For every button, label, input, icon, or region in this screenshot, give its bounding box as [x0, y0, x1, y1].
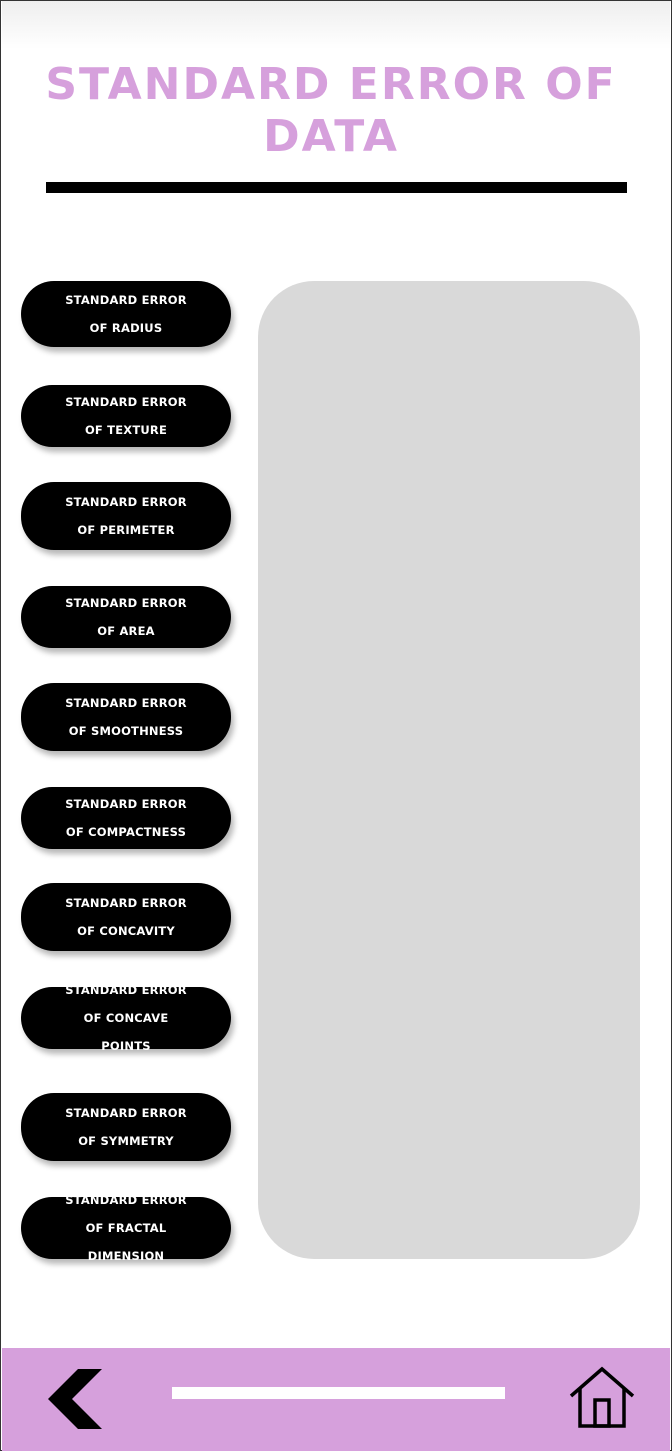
button-label	[61, 1193, 191, 1263]
standard-error-compactness-button[interactable]	[21, 787, 231, 849]
standard-error-symmetry-button[interactable]	[21, 1093, 231, 1161]
page-title-line-1: STANDARD ERROR OF	[45, 59, 617, 110]
button-label-line-2: OF COMPACTNESS	[65, 825, 187, 839]
button-label-line-2: OF TEXTURE	[84, 423, 168, 437]
button-label-line-1: STANDARD ERROR	[65, 495, 187, 509]
button-label-line-2: OF AREA	[97, 624, 155, 638]
home-indicator-bar[interactable]	[172, 1387, 505, 1399]
button-label-line-3: POINTS	[101, 1039, 151, 1053]
button-label-line-2: OF FRACTAL	[85, 1221, 167, 1235]
button-label-line-1: STANDARD ERROR	[65, 696, 187, 710]
button-label-line-1: STANDARD ERROR	[65, 797, 187, 811]
button-label-line-1: STANDARD ERROR	[65, 1106, 187, 1120]
button-label-line-2: OF PERIMETER	[77, 523, 175, 537]
button-label	[61, 596, 191, 638]
standard-error-area-button[interactable]	[21, 586, 231, 648]
standard-error-concavity-button[interactable]	[21, 883, 231, 951]
button-label-line-1: STANDARD ERROR	[65, 395, 187, 409]
home-button[interactable]	[568, 1366, 636, 1430]
button-label-line-2: OF SMOOTHNESS	[68, 724, 184, 738]
status-bar-shade	[2, 1, 670, 49]
home-icon	[568, 1366, 636, 1430]
standard-error-perimeter-button[interactable]	[21, 482, 231, 550]
button-label-line-2: OF RADIUS	[89, 321, 163, 335]
button-label-line-2: OF CONCAVE	[83, 1011, 169, 1025]
button-label-line-1: STANDARD ERROR	[65, 1193, 187, 1207]
result-display-panel	[258, 281, 640, 1259]
button-label	[61, 1106, 191, 1148]
button-label-line-1: STANDARD ERROR	[65, 896, 187, 910]
standard-error-fractal-dimension-button[interactable]	[21, 1193, 231, 1263]
chevron-left-icon	[46, 1367, 106, 1431]
button-label-line-2: OF CONCAVITY	[77, 924, 175, 938]
page-title-line-2: DATA	[263, 111, 399, 162]
button-label	[61, 293, 191, 335]
standard-error-concave-points-button[interactable]	[21, 983, 231, 1053]
button-label	[61, 896, 191, 938]
bottom-navigation-bar	[2, 1348, 670, 1451]
button-label	[61, 395, 191, 437]
button-label-line-2: OF SYMMETRY	[78, 1134, 174, 1148]
standard-error-radius-button[interactable]	[21, 281, 231, 347]
button-label	[61, 983, 191, 1053]
button-label-line-1: STANDARD ERROR	[65, 596, 187, 610]
button-label-line-3: DIMENSION	[87, 1249, 165, 1263]
button-label-line-1: STANDARD ERROR	[65, 293, 187, 307]
button-label	[61, 797, 191, 839]
standard-error-texture-button[interactable]	[21, 385, 231, 447]
page-title	[41, 59, 621, 163]
title-divider	[46, 182, 627, 193]
standard-error-smoothness-button[interactable]	[21, 683, 231, 751]
button-label	[61, 495, 191, 537]
back-button[interactable]	[46, 1367, 106, 1431]
button-label-line-1: STANDARD ERROR	[65, 983, 187, 997]
button-label	[61, 696, 191, 738]
